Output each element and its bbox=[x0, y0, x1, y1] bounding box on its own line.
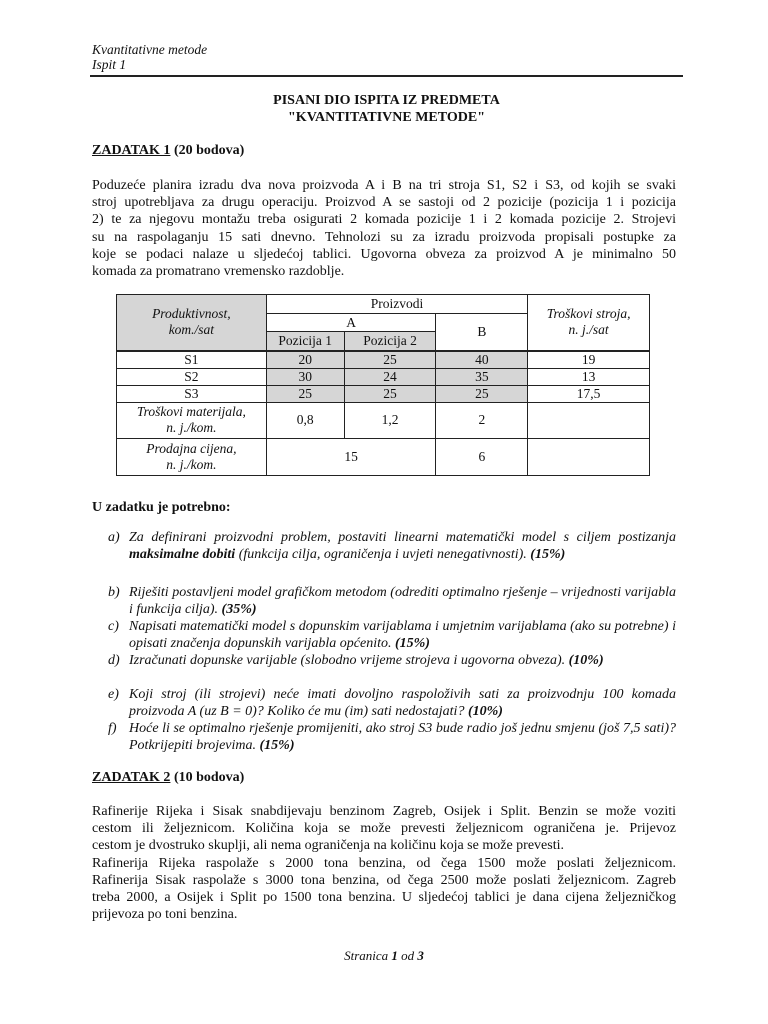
task1-label: ZADATAK 1 bbox=[92, 143, 171, 158]
products-group-header: Proizvodi bbox=[266, 295, 527, 314]
table-cell: 40 bbox=[436, 351, 528, 369]
table-cell: 25 bbox=[266, 385, 344, 402]
table-cell: 20 bbox=[266, 351, 344, 369]
corner-line-2: kom./sat bbox=[168, 322, 215, 338]
table-cell: 19 bbox=[528, 351, 650, 369]
table-cell: 25 bbox=[344, 351, 436, 369]
task2-line: cestom je dvostruko skuplji, ali nema ograničenja na količinu koja se može prevesti. bbox=[92, 838, 564, 854]
requirement-weight: (10%) bbox=[568, 653, 604, 668]
requirement-weight: (15%) bbox=[530, 547, 566, 563]
footer-mid: od bbox=[397, 948, 418, 963]
requirements-heading: U zadatku je potrebno: bbox=[92, 500, 231, 515]
table-cell: 15 bbox=[266, 438, 436, 475]
material-label-line-2: n. j./kom. bbox=[166, 420, 217, 435]
price-label-line-2: n. j./kom. bbox=[166, 456, 217, 472]
product-b-header: B bbox=[436, 314, 528, 351]
table-cell: 30 bbox=[266, 368, 344, 385]
table-row bbox=[117, 385, 650, 402]
table-cell: 35 bbox=[436, 368, 528, 385]
requirement-weight: (10%) bbox=[467, 704, 503, 720]
material-label-line-1: Troškovi materijala, bbox=[136, 404, 246, 419]
requirement-item bbox=[108, 584, 676, 618]
table-cell: 24 bbox=[344, 368, 436, 385]
table-row bbox=[117, 402, 650, 438]
footer-prefix: Stranica bbox=[344, 948, 392, 963]
task1-line: Poduzeće planira izradu dva nova proizvoda A i B na tri stroja S1, S2 i S3, od kojih se svaki bbox=[92, 178, 676, 193]
table-cell: 1,2 bbox=[344, 402, 436, 438]
requirement-emphasis: maksimalne dobiti bbox=[129, 547, 236, 563]
product-a-header: A bbox=[266, 314, 436, 332]
page-footer bbox=[0, 948, 768, 964]
task1-points: (20 bodova) bbox=[173, 143, 245, 158]
task2-text bbox=[92, 803, 676, 923]
requirement-weight: (35%) bbox=[221, 602, 257, 618]
title-line-1: PISANI DIO ISPITA IZ PREDMETA bbox=[273, 93, 500, 108]
header-exam: Ispit 1 bbox=[92, 57, 127, 72]
task2-points: (10 bodova) bbox=[173, 770, 245, 785]
requirement-item bbox=[108, 652, 676, 669]
requirement-text-cont: (funkcija cilja, ograničenja i uvjeti nenegativnosti). bbox=[235, 547, 527, 563]
requirement-item bbox=[108, 618, 676, 652]
requirement-item bbox=[108, 686, 676, 720]
footer-page-number: 1 bbox=[391, 948, 398, 963]
requirement-weight: (15%) bbox=[394, 636, 430, 652]
task1-line: 2) te za njegovu montažu treba osigurati 2 komada pozicije 1 i 2 komada pozicije 2. Strojevi bbox=[92, 212, 676, 228]
table-cell: 25 bbox=[436, 385, 528, 402]
requirement-weight: (15%) bbox=[259, 738, 295, 754]
task1-line: komada za promatrano vremensko razdoblje. bbox=[92, 264, 345, 280]
cost-header-line-2: n. j./sat bbox=[568, 322, 609, 338]
task2-line: Rafinerija Sisak raspolaže s 3000 tona benzina, od čega 2500 može poslati željeznicom. Zagreb bbox=[92, 872, 676, 888]
task2-label: ZADATAK 2 bbox=[92, 770, 171, 785]
task1-line: su na raspolaganju 15 sati dnevno. Tehnolozi su za izradu proizvoda propisali postupke za bbox=[92, 229, 676, 245]
task2-line: Rafinerija Rijeka raspolaže s 2000 tona benzina, od čega 1500 može poslati željeznicom. bbox=[92, 855, 676, 871]
table-cell: 0,8 bbox=[266, 402, 344, 438]
requirement-item bbox=[108, 529, 676, 563]
table-cell: 2 bbox=[436, 402, 528, 438]
task2-line: treba 2000, a Osijek i Split po 1500 tona benzina. U sljedećoj tablici je dana cijena željezničkog bbox=[92, 890, 676, 906]
table-cell: 17,5 bbox=[528, 385, 650, 402]
task1-heading bbox=[92, 143, 244, 159]
requirement-text: Riješiti postavljeni model grafičkom metodom (odrediti optimalno rješenje – vrijednosti varijabla i funkcija cilja). bbox=[129, 585, 676, 618]
table-cell bbox=[528, 402, 650, 438]
table-cell: 25 bbox=[344, 385, 436, 402]
requirement-text: Koji stroj (ili strojevi) neće imati dovoljno raspoloživih sati za proizvodnju 100 komada proizvoda A (uz B = 0)? Koliko će mu (im) sati nedostajati? bbox=[129, 687, 676, 720]
task2-line: Rafinerije Rijeka i Sisak snabdijevaju benzinom Zagreb, Osijek i Split. Benzin se može voziti bbox=[92, 804, 676, 819]
selling-price-label bbox=[117, 438, 267, 475]
requirement-text: Izračunati dopunske varijable (slobodno vrijeme strojeva i ugovorna obveza). bbox=[129, 653, 566, 668]
task2-heading bbox=[92, 770, 244, 786]
table-row bbox=[117, 368, 650, 385]
task1-text bbox=[92, 177, 676, 280]
requirement-marker: c) bbox=[108, 619, 119, 634]
price-label-line-1: Prodajna cijena, bbox=[146, 440, 237, 456]
corner-line-1: Produktivnost, bbox=[152, 306, 231, 322]
table-cell: 6 bbox=[436, 438, 528, 475]
running-header bbox=[92, 42, 207, 72]
requirement-text: Napisati matematički model s dopunskim varijablama i umjetnim varijablama (ako su potrebne) i opisati značenja dopunskih varijabla općenito. bbox=[129, 619, 676, 652]
machine-cost-header bbox=[528, 295, 650, 351]
position-1-header: Pozicija 1 bbox=[266, 332, 344, 351]
task1-line: stroj upotrebljava za drugu operaciju. Proizvod A se sastoji od 2 pozicije (pozicija 1 i pozicija bbox=[92, 195, 676, 211]
requirement-text: Hoće li se optimalno rješenje promijeniti, ako stroj S3 bude radio još jednu smjenu (još 7,5 sati)? Potkrijepiti brojevima. bbox=[129, 721, 676, 754]
table-cell: 13 bbox=[528, 368, 650, 385]
title-line-2: "KVANTITATIVNE METODE" bbox=[288, 110, 485, 125]
task2-line: cestom ili željeznicom. Količina koja se može prevesti željeznicom ograničena je. Prijevoz bbox=[92, 821, 676, 837]
table-cell bbox=[528, 438, 650, 475]
machine-name: S2 bbox=[117, 368, 267, 385]
table-row bbox=[117, 438, 650, 475]
requirement-marker: d) bbox=[108, 653, 120, 668]
requirement-marker: b) bbox=[108, 585, 120, 600]
position-2-header: Pozicija 2 bbox=[344, 332, 436, 351]
requirement-marker: e) bbox=[108, 687, 119, 702]
requirement-item bbox=[108, 720, 676, 754]
productivity-table bbox=[116, 294, 650, 476]
requirement-marker: f) bbox=[108, 721, 117, 736]
footer-page-total: 3 bbox=[417, 948, 424, 963]
table-row bbox=[117, 351, 650, 369]
material-cost-label bbox=[117, 402, 267, 438]
header-course: Kvantitativne metode bbox=[92, 42, 208, 57]
table-corner-header bbox=[117, 295, 267, 351]
task1-line: koje se podaci nalaze u sljedećoj tablici. Ugovorna obveza za proizvod A je minimalno 50 bbox=[92, 246, 676, 262]
requirement-text: Za definirani proizvodni problem, postaviti linearni matematički model s ciljem postizanja bbox=[129, 530, 676, 545]
requirement-marker: a) bbox=[108, 530, 120, 545]
machine-name: S1 bbox=[117, 351, 267, 369]
machine-name: S3 bbox=[117, 385, 267, 402]
header-rule bbox=[90, 75, 683, 77]
task2-line: prijevoza po toni benzina. bbox=[92, 907, 238, 923]
cost-header-line-1: Troškovi stroja, bbox=[546, 306, 631, 322]
document-title bbox=[90, 92, 683, 126]
